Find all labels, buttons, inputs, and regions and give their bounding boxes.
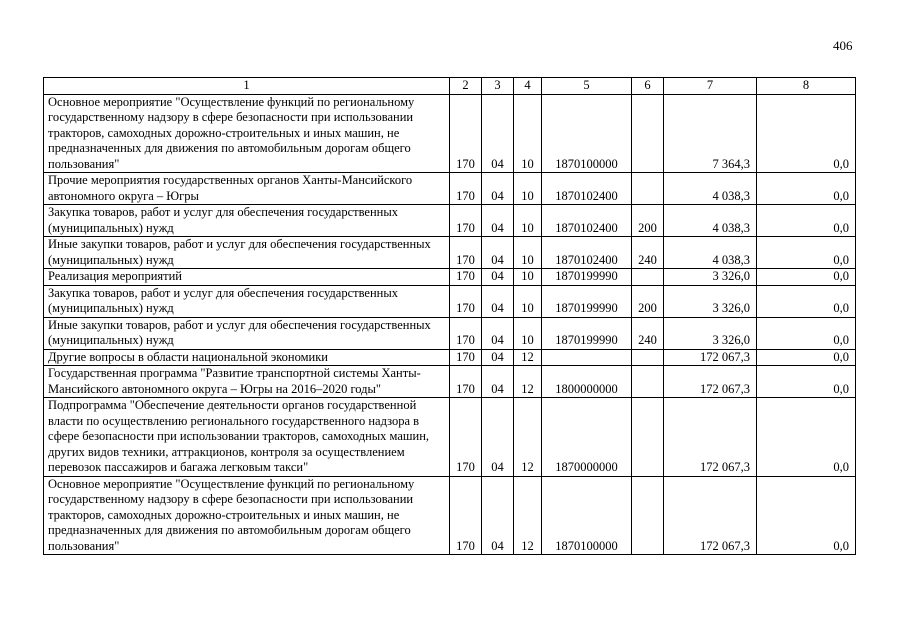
row-name: Иные закупки товаров, работ и услуг для обеспечения государственных (муниципальных) нужд [44,237,450,269]
subsection-code: 10 [514,237,542,269]
amount-2: 0,0 [757,173,856,205]
ministry-code: 170 [450,269,482,286]
amount: 3 326,0 [664,285,757,317]
target-article-code: 1870000000 [542,398,632,477]
subsection-code: 10 [514,94,542,173]
section-code: 04 [482,366,514,398]
amount-2: 0,0 [757,317,856,349]
section-code: 04 [482,269,514,286]
section-code: 04 [482,205,514,237]
header-cell: 8 [757,78,856,95]
expense-type-code: 240 [632,237,664,269]
row-name: Основное мероприятие "Осуществление функций по региональному государственному надзору в сфере безопасности при использовании тракторов, самоходных дорожно-строительных и иных машин, не предназначенных для движения по автомобильным дорогам общего пользования" [44,94,450,173]
amount-2: 0,0 [757,398,856,477]
target-article-code: 1800000000 [542,366,632,398]
expense-type-code [632,349,664,366]
subsection-code: 12 [514,476,542,555]
budget-table [43,77,856,555]
row-name: Закупка товаров, работ и услуг для обеспечения государственных (муниципальных) нужд [44,285,450,317]
subsection-code: 10 [514,285,542,317]
ministry-code: 170 [450,398,482,477]
expense-type-code [632,94,664,173]
expense-type-code [632,269,664,286]
amount-2: 0,0 [757,94,856,173]
row-name: Подпрограмма "Обеспечение деятельности органов государственной власти по осуществлению регионального государственного надзора в сфере безопасности при использовании тракторов, самоходных машин, других видов техники, аттракционов, контроля за осуществлением перевозок пассажиров и багажа легковым такси" [44,398,450,477]
header-cell: 2 [450,78,482,95]
row-name: Закупка товаров, работ и услуг для обеспечения государственных (муниципальных) нужд [44,205,450,237]
target-article-code: 1870199990 [542,269,632,286]
ministry-code: 170 [450,237,482,269]
ministry-code: 170 [450,317,482,349]
section-code: 04 [482,94,514,173]
subsection-code: 10 [514,173,542,205]
target-article-code: 1870100000 [542,94,632,173]
header-cell: 6 [632,78,664,95]
ministry-code: 170 [450,173,482,205]
amount: 4 038,3 [664,173,757,205]
amount: 3 326,0 [664,317,757,349]
subsection-code: 12 [514,398,542,477]
amount: 7 364,3 [664,94,757,173]
row-name: Основное мероприятие "Осуществление функций по региональному государственному надзору в сфере безопасности при использовании тракторов, самоходных дорожно-строительных и иных машин, не предназначенных для движения по автомобильным дорогам общего пользования" [44,476,450,555]
target-article-code: 1870102400 [542,237,632,269]
ministry-code: 170 [450,349,482,366]
table-row [44,398,856,477]
table-row [44,349,856,366]
amount: 172 067,3 [664,398,757,477]
expense-type-code [632,173,664,205]
amount-2: 0,0 [757,366,856,398]
table-row [44,476,856,555]
table-row [44,94,856,173]
section-code: 04 [482,285,514,317]
subsection-code: 10 [514,269,542,286]
amount-2: 0,0 [757,237,856,269]
row-name: Другие вопросы в области национальной экономики [44,349,450,366]
table-row [44,366,856,398]
amount: 3 326,0 [664,269,757,286]
subsection-code: 10 [514,317,542,349]
amount-2: 0,0 [757,349,856,366]
ministry-code: 170 [450,366,482,398]
amount: 172 067,3 [664,476,757,555]
expense-type-code [632,476,664,555]
amount: 4 038,3 [664,205,757,237]
expense-type-code: 240 [632,317,664,349]
amount-2: 0,0 [757,285,856,317]
target-article-code: 1870102400 [542,205,632,237]
amount-2: 0,0 [757,269,856,286]
expense-type-code: 200 [632,205,664,237]
ministry-code: 170 [450,205,482,237]
amount-2: 0,0 [757,205,856,237]
table-row [44,205,856,237]
header-row [44,78,856,95]
section-code: 04 [482,317,514,349]
table-row [44,285,856,317]
target-article-code: 1870102400 [542,173,632,205]
expense-type-code: 200 [632,285,664,317]
amount: 172 067,3 [664,366,757,398]
row-name: Государственная программа "Развитие транспортной системы Ханты-Мансийского автономного округа – Югры на 2016–2020 годы" [44,366,450,398]
section-code: 04 [482,398,514,477]
amount: 172 067,3 [664,349,757,366]
ministry-code: 170 [450,285,482,317]
subsection-code: 10 [514,205,542,237]
ministry-code: 170 [450,476,482,555]
header-cell: 5 [542,78,632,95]
subsection-code: 12 [514,366,542,398]
expense-type-code [632,366,664,398]
subsection-code: 12 [514,349,542,366]
header-cell: 7 [664,78,757,95]
row-name: Иные закупки товаров, работ и услуг для обеспечения государственных (муниципальных) нужд [44,317,450,349]
row-name: Прочие мероприятия государственных органов Ханты-Мансийского автономного округа – Югры [44,173,450,205]
section-code: 04 [482,476,514,555]
section-code: 04 [482,173,514,205]
page-number: 406 [833,38,853,53]
header-cell: 1 [44,78,450,95]
table-row [44,237,856,269]
table-row [44,269,856,286]
ministry-code: 170 [450,94,482,173]
target-article-code: 1870199990 [542,317,632,349]
target-article-code: 1870100000 [542,476,632,555]
table-row [44,173,856,205]
header-cell: 4 [514,78,542,95]
target-article-code [542,349,632,366]
target-article-code: 1870199990 [542,285,632,317]
section-code: 04 [482,349,514,366]
table-row [44,317,856,349]
section-code: 04 [482,237,514,269]
row-name: Реализация мероприятий [44,269,450,286]
header-cell: 3 [482,78,514,95]
expense-type-code [632,398,664,477]
amount-2: 0,0 [757,476,856,555]
amount: 4 038,3 [664,237,757,269]
